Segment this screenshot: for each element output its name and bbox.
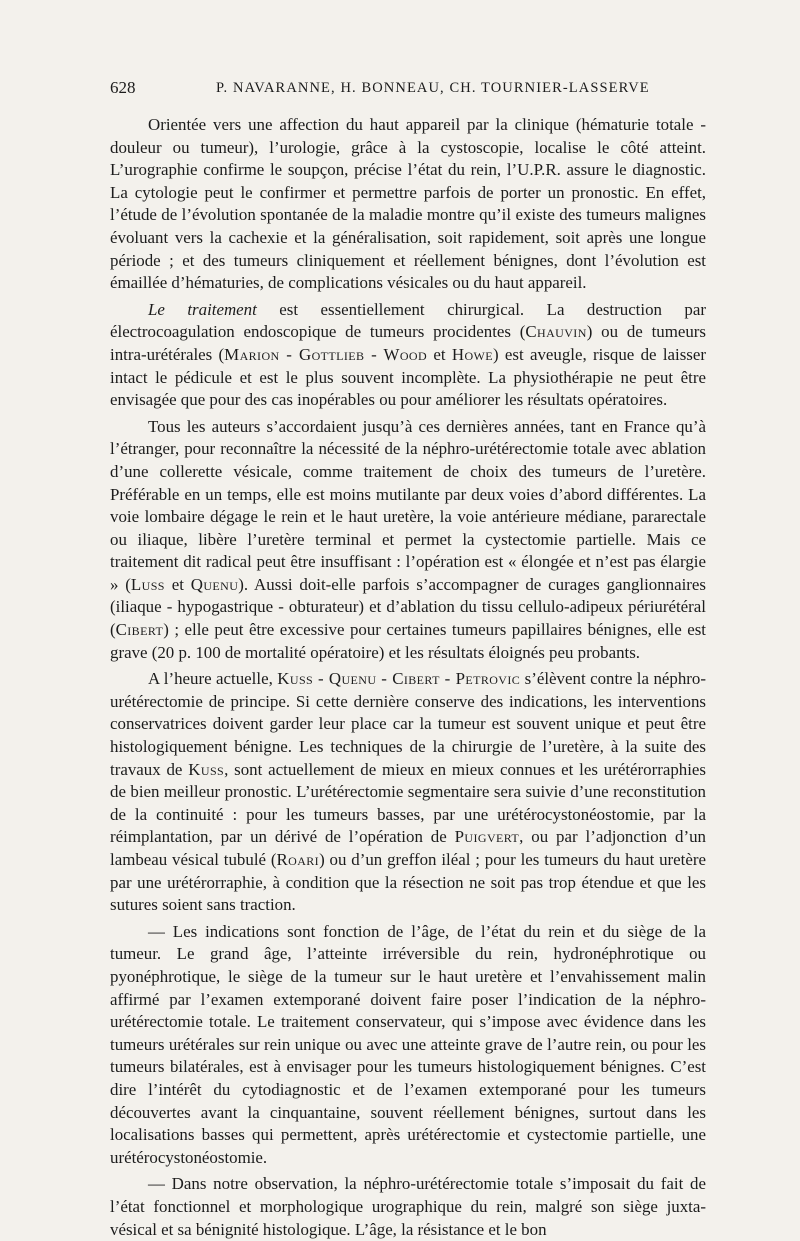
author-name: Puigvert: [454, 827, 520, 847]
paragraph-diagnosis: Orientée vers une affection du haut appareil par la clinique (hématurie totale - douleur ou tumeur), l’urologie, grâce à la cystoscopie, localise le côté atteint. L’urographie confirme le soupçon, précise l’état du rein, l’U.P.R. assure le diagnostic. La cytologie peut le confirmer et permettre parfois de porter un pronostic. En effet, l’étude de l’évolution spontanée de la maladie montre qu’il existe des tumeurs malignes évoluant vers la cachexie et la généralisation, soit rapidement, soit après une longue période ; et des tumeurs cliniquement et réellement bénignes, dont l’évolution est émaillée d’hématuries, de complications vésicales ou du haut appareil.: [110, 115, 706, 293]
author-name: Kuss - Quenu - Cibert - Petrovic: [277, 669, 521, 689]
author-name: Marion - Gottlieb - Wood: [224, 344, 428, 364]
paragraph-indications: — Les indications sont fonction de l’âge, de l’état du rein et du siège de la tumeur. Le grand âge, l’atteinte irréversible du rein, hydronéphrotique ou pyonéphrotique, le siège de la tumeur sur le haut uretère et l’envahissement malin affirmé par l’examen extemporané doivent faire poser l’indication de la néphro-urétérectomie totale. Le traitement conservateur, qui s’impose avec évidence dans les tumeurs urétérales sur rein unique ou avec une atteinte grave de l’autre rein, ou pour les tumeurs bilatérales, est à envisager pour les tumeurs histologiquement bénignes. C’est dire l’intérêt du cytodiagnostic et de l’examen extemporané pour les tumeurs découvertes avant la cinquantaine, souvent réellement bénignes, surtout dans les localisations basses qui permettent, après urétérectomie et cystectomie partielle, une urétérocystonéostomie.: [110, 921, 706, 1167]
running-header-authors: P. NAVARANNE, H. BONNEAU, CH. TOURNIER-LASSERVE: [216, 80, 650, 96]
running-header: [110, 76, 706, 104]
author-name: Chauvin: [525, 322, 587, 342]
paragraph-treatment: Le traitement est essentiellement chirurgical. La destruction par électrocoagulation endoscopique de tumeurs procidentes (Chauvin) ou de tumeurs intra-urétérales (Marion - Gottlieb - Wood et Howe) est aveugle, risque de laisser intact le pédicule et est le plus souvent incomplète. La physiothérapie ne peut être envisagée que pour des cas inopérables ou pour améliorer les résultats opératoires.: [110, 299, 706, 410]
page-number: 628: [110, 78, 136, 97]
treatment-lead: Le traitement: [148, 299, 257, 319]
author-name: Luss: [130, 574, 165, 594]
paragraph-nephroureterectomy: Tous les auteurs s’accordaient jusqu’à ces dernières années, tant en France qu’à l’étranger, pour reconnaître la nécessité de la néphro-urétérectomie totale avec ablation d’une collerette vésicale, comme traitement de choix des tumeurs de l’uretère. Préférable en un temps, elle est moins mutilante par deux voies d’abord différentes. La voie lombaire dégage le rein et le haut uretère, la voie antérieure médiane, pararectale ou iliaque, libère l’uretère terminal et permet la cystectomie partielle. Mais ce traitement dit radical peut être insuffisant : l’opération est « élongée et n’est pas élargie » (Luss et Quenu). Aussi doit-elle parfois s’accompagner de curages ganglionnaires (iliaque - hypogastrique - obturateur) et d’ablation du tissu cellulo-adipeux périurétéral (Cibert) ; elle peut être excessive pour certaines tumeurs papillaires bénignes, elle est grave (20 p. 100 de mortalité opératoire) et les résultats éloignés peu probants.: [110, 416, 706, 662]
author-name: Kuss: [188, 759, 225, 779]
author-name: Howe: [451, 344, 493, 364]
author-name: Quenu: [190, 574, 239, 594]
author-name: Roari: [276, 850, 320, 869]
author-name: Cibert: [115, 620, 164, 640]
paragraph-observation: — Dans notre observation, la néphro-urétérectomie totale s’imposait du fait de l’état fonctionnel et morphologique urographique du rein, malgré son siège juxta-vésical et sa bénignité histologique. L’âge, la résistance et le bon: [110, 1174, 706, 1239]
paragraph-conservative: A l’heure actuelle, Kuss - Quenu - Cibert - Petrovic s’élèvent contre la néphro-urétérectomie de principe. Si cette dernière conserve des indications, les interventions conservatrices doivent garder leur place car la tumeur est souvent unique et peut être histologiquement bénigne. Les techniques de la chirurgie de l’uretère, à la suite des travaux de Kuss, sont actuellement de mieux en mieux connues et les urétérorraphies de bien meilleur pronostic. L’urétérectomie segmentaire sera suivie d’une reconstitution de la continuité : pour les tumeurs basses, par une urétérocystonéostomie, par la réimplantation, par un dérivé de l’opération de Puigvert, ou par l’adjonction d’un lambeau vésical tubulé (Roari) ou d’un greffon iléal ; pour les tumeurs du haut uretère par une urétérorraphie, à condition que la résection ne soit pas trop étendue et que les sutures soient sans traction.: [110, 669, 706, 915]
body-text: [110, 114, 706, 1241]
